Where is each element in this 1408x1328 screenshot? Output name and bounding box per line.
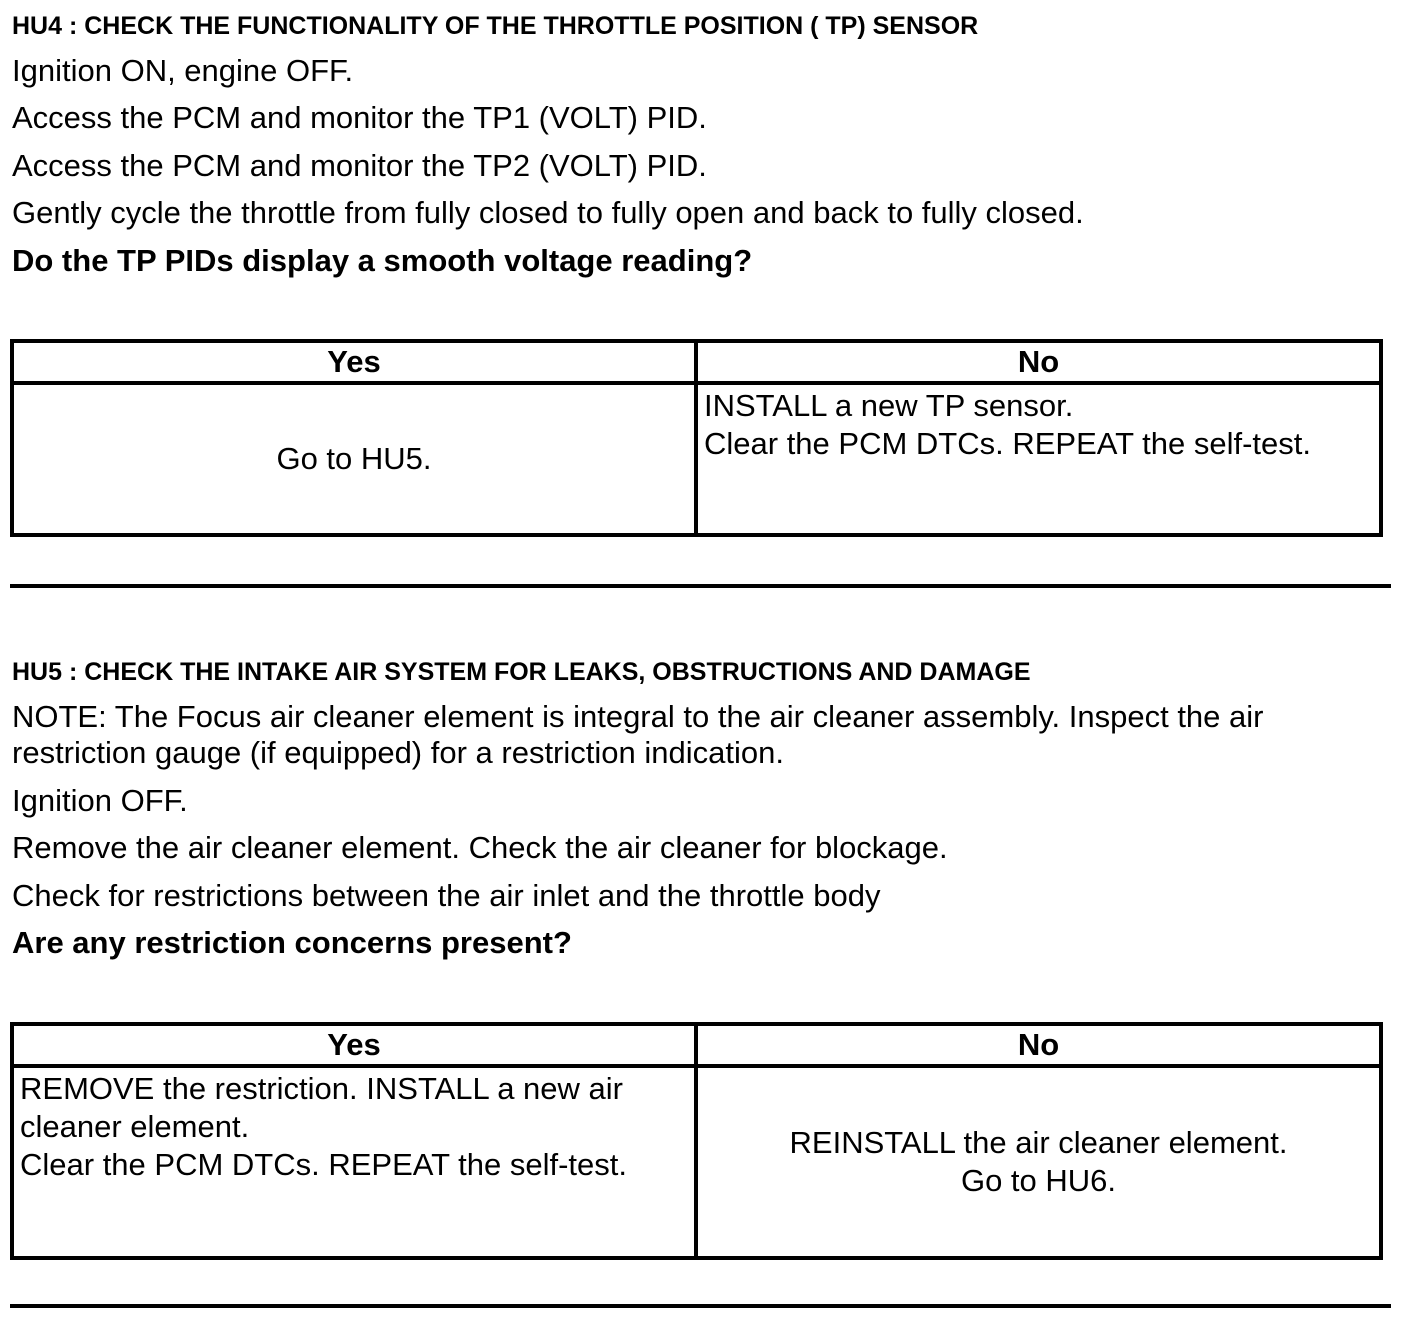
hu4-yes-header: Yes [12, 341, 696, 383]
section-divider-1 [10, 584, 1391, 588]
hu4-step-3: Access the PCM and monitor the TP2 (VOLT) PID. [12, 148, 707, 183]
hu5-yes-header: Yes [12, 1024, 696, 1066]
hu5-step-2: Remove the air cleaner element. Check the air cleaner for blockage. [12, 830, 948, 865]
hu4-step-4: Gently cycle the throttle from fully closed to fully open and back to fully closed. [12, 195, 1084, 230]
hu5-step-1: Ignition OFF. [12, 783, 188, 818]
hu4-step-1: Ignition ON, engine OFF. [12, 53, 354, 88]
hu5-section [12, 657, 1392, 687]
hu4-table-action-row [12, 383, 1381, 535]
hu4-yes-action: Go to HU5. [12, 383, 696, 535]
hu4-steps [12, 53, 1392, 279]
hu4-no-header: No [696, 341, 1381, 383]
section-divider-2 [10, 1304, 1391, 1308]
hu4-no-action: INSTALL a new TP sensor. Clear the PCM DTCs. REPEAT the self-test. [696, 383, 1381, 535]
hu5-decision-table [10, 1022, 1383, 1260]
hu5-no-action: REINSTALL the air cleaner element. Go to HU6. [696, 1066, 1381, 1258]
hu4-table-header-row [12, 341, 1381, 383]
hu5-note: NOTE: The Focus air cleaner element is integral to the air cleaner assembly. Inspect the air restriction gauge (if equipped) for a restriction indication. [12, 699, 1264, 770]
hu5-step-3: Check for restrictions between the air inlet and the throttle body [12, 878, 881, 913]
hu5-no-header: No [696, 1024, 1381, 1066]
hu5-yes-action: REMOVE the restriction. INSTALL a new air cleaner element. Clear the PCM DTCs. REPEAT the self-test. [12, 1066, 696, 1258]
hu5-heading: HU5 : CHECK THE INTAKE AIR SYSTEM FOR LEAKS, OBSTRUCTIONS AND DAMAGE [12, 658, 1031, 686]
hu4-heading: HU4 : CHECK THE FUNCTIONALITY OF THE THROTTLE POSITION ( TP) SENSOR [12, 12, 979, 40]
hu5-body [12, 699, 1382, 961]
hu5-table-header-row [12, 1024, 1381, 1066]
hu5-question: Are any restriction concerns present? [12, 925, 572, 960]
hu4-step-2: Access the PCM and monitor the TP1 (VOLT) PID. [12, 100, 707, 135]
hu5-table-action-row [12, 1066, 1381, 1258]
hu4-question: Do the TP PIDs display a smooth voltage reading? [12, 243, 753, 278]
hu4-decision-table [10, 339, 1383, 537]
hu4-section [12, 11, 1392, 41]
